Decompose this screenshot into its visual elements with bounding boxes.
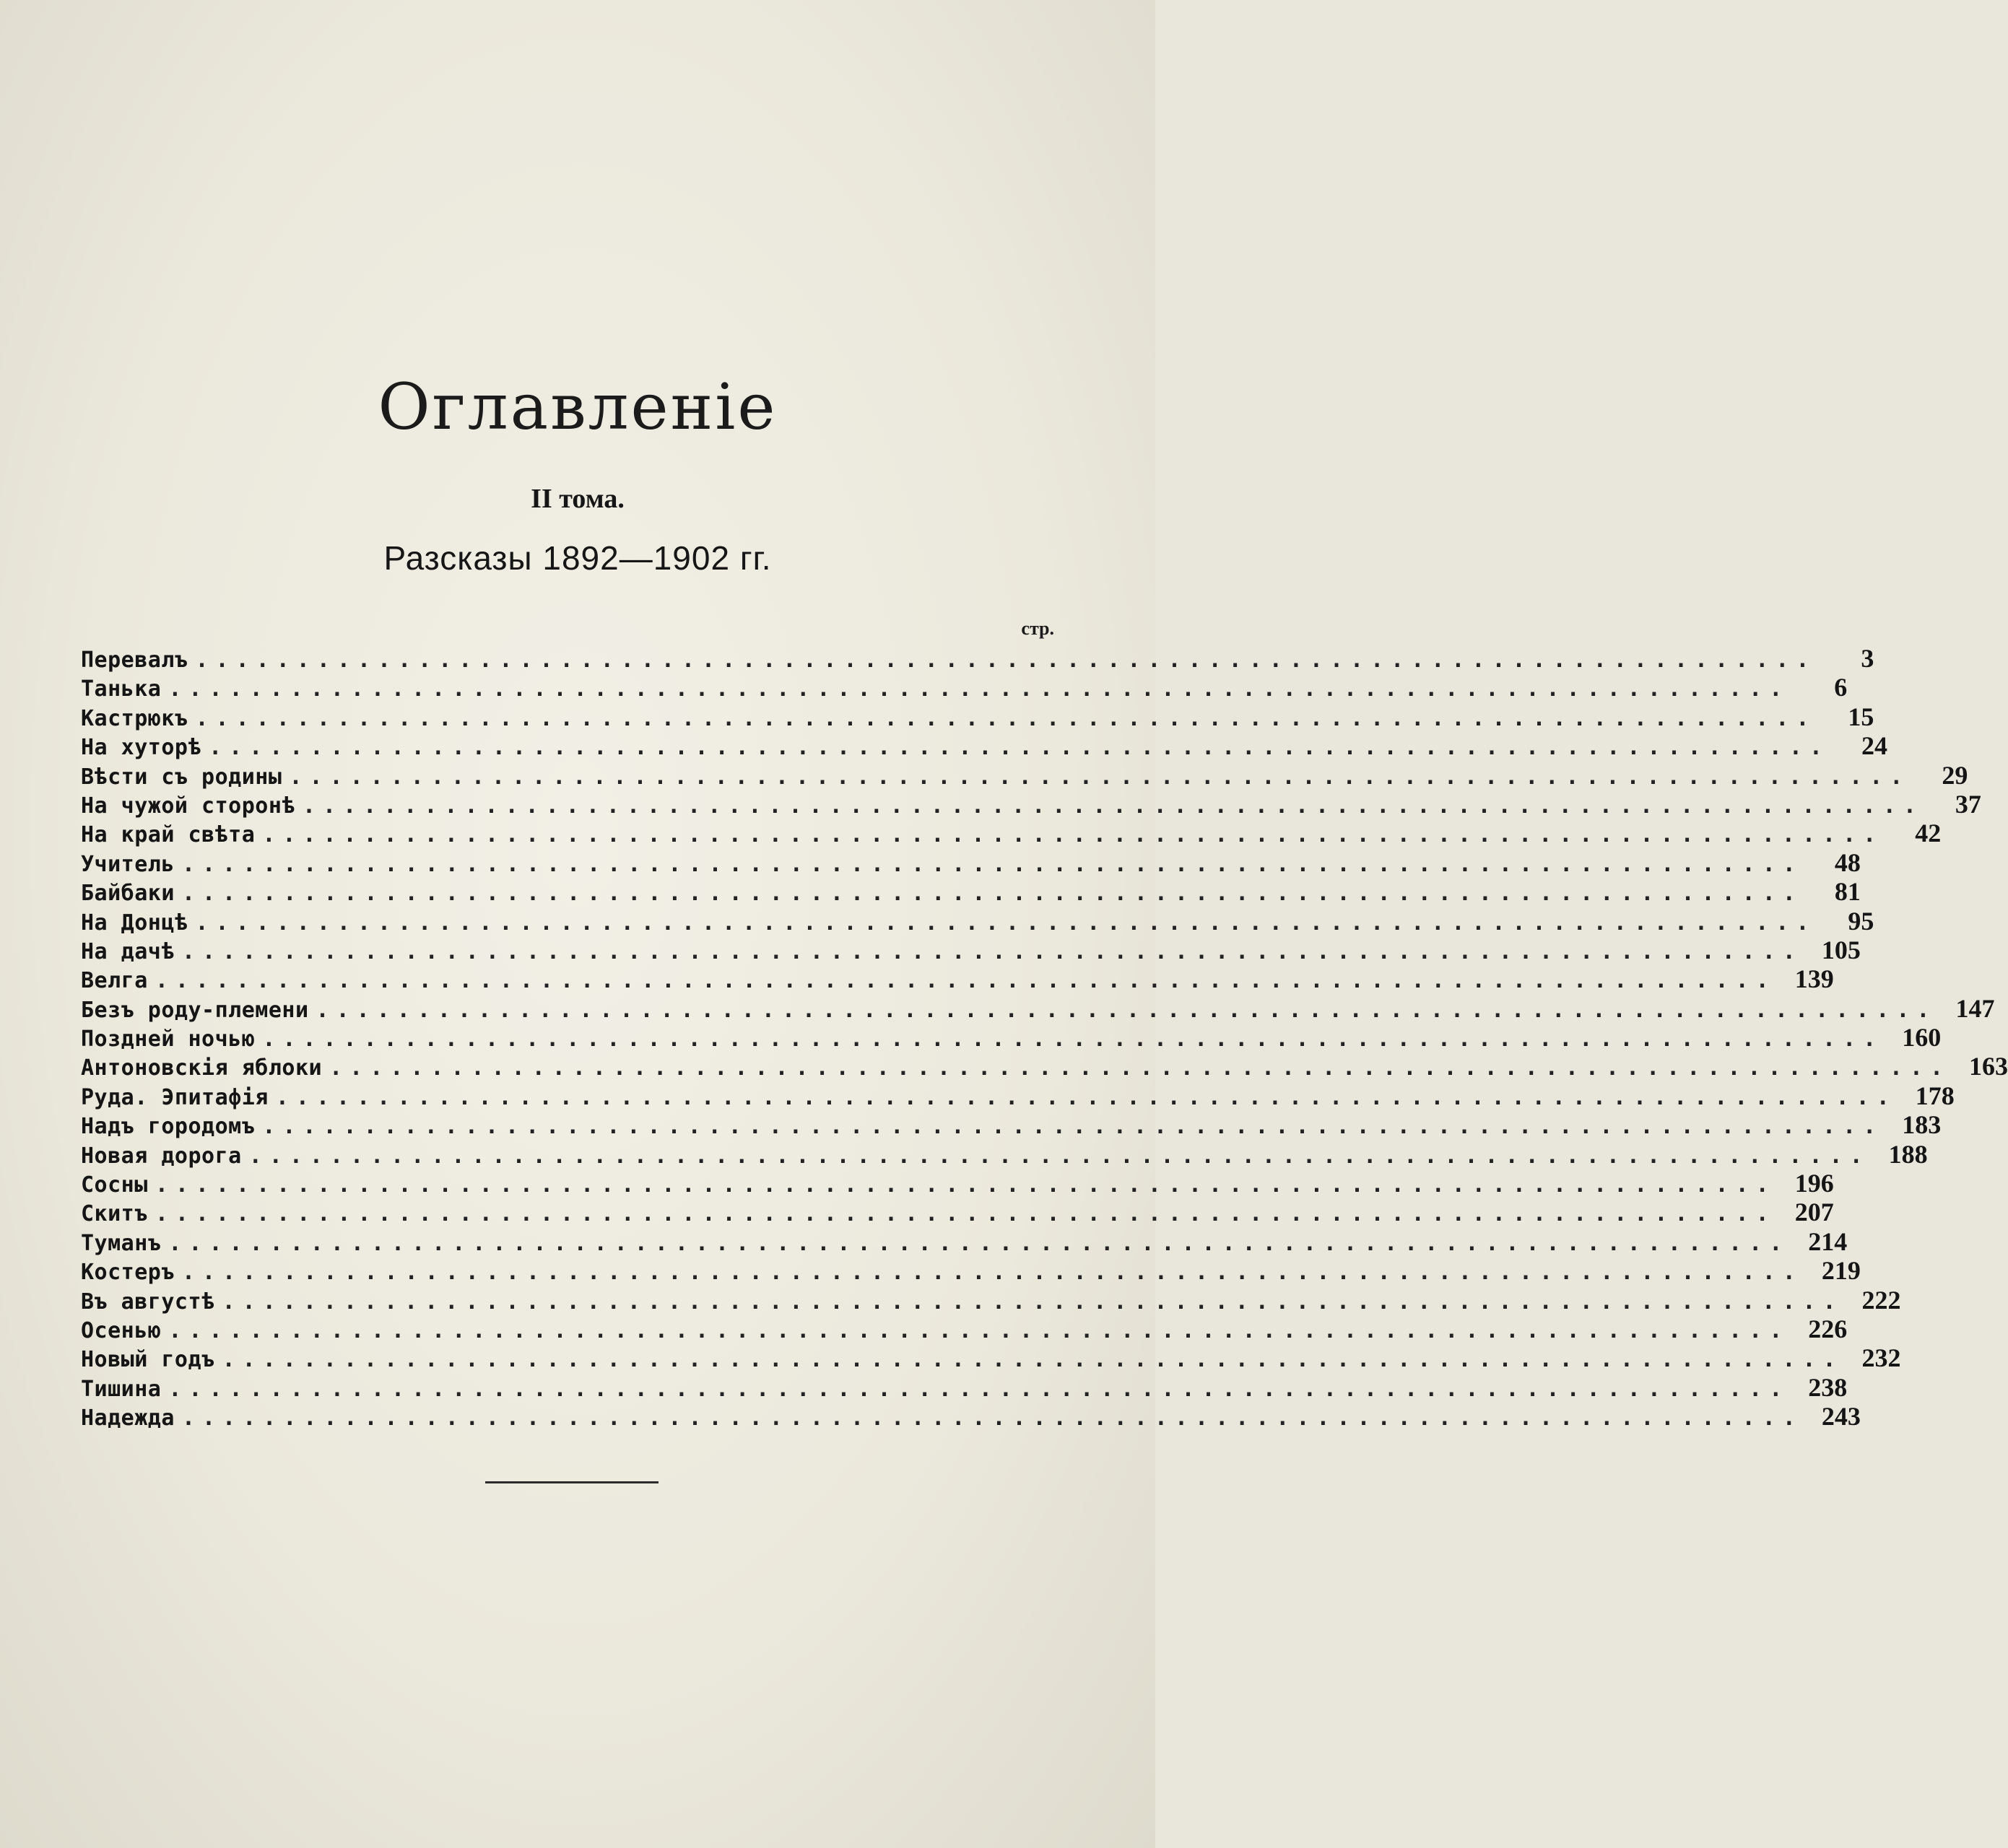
toc-entry-page: 95 xyxy=(1848,906,1874,936)
toc-entry-page: 37 xyxy=(1955,789,1981,819)
toc-entry xyxy=(81,1285,1901,1315)
toc-entry xyxy=(81,964,1834,994)
toc-entry-title: Антоновскія яблоки xyxy=(81,1055,323,1081)
table-of-contents xyxy=(81,643,2008,1431)
toc-entry-title: Туманъ xyxy=(81,1230,162,1256)
toc-entry xyxy=(81,1168,1834,1198)
toc-entry-title: Руда. Эпитафія xyxy=(81,1084,269,1110)
toc-entry-title: Костеръ xyxy=(81,1260,175,1286)
dot-leader: ................................................................................ xyxy=(181,938,1803,964)
toc-entry xyxy=(81,1022,1942,1052)
toc-entry xyxy=(81,1343,1901,1373)
toc-entry-page: 183 xyxy=(1902,1110,1942,1140)
toc-entry xyxy=(81,1139,1928,1169)
toc-entry xyxy=(81,1314,1848,1343)
toc-entry-title: Безъ роду-племени xyxy=(81,997,309,1023)
dot-leader: ................................................................................ xyxy=(195,705,1817,731)
toc-entry xyxy=(81,760,1968,790)
toc-entry xyxy=(81,1197,1834,1227)
dot-leader: ................................................................................ xyxy=(195,910,1817,936)
toc-entry-page: 147 xyxy=(1955,993,1995,1023)
toc-entry-page: 160 xyxy=(1902,1023,1942,1052)
toc-entry-page: 226 xyxy=(1808,1314,1848,1343)
closing-rule xyxy=(485,1481,659,1483)
toc-entry xyxy=(81,818,1942,848)
toc-entry-title: Байбаки xyxy=(81,881,175,907)
dot-leader: ................................................................................ xyxy=(181,881,1803,907)
dot-leader: ................................................................................ xyxy=(155,968,1776,994)
toc-entry-title: На хуторѣ xyxy=(81,735,202,761)
toc-entry-page: 243 xyxy=(1821,1402,1861,1431)
toc-entry-page: 178 xyxy=(1915,1081,1955,1110)
toc-entry-page: 42 xyxy=(1915,819,1942,848)
dot-leader: ................................................................................ xyxy=(222,1289,1843,1315)
dot-leader: ................................................................................ xyxy=(222,1347,1843,1373)
dot-leader: ................................................................................ xyxy=(248,1143,1870,1169)
page-title: Оглавленіе xyxy=(378,370,778,444)
toc-entry-title: Новый годъ xyxy=(81,1347,215,1373)
dot-leader: ................................................................................ xyxy=(289,764,1911,790)
toc-entry xyxy=(81,1401,1861,1431)
toc-entry xyxy=(81,1372,1848,1402)
dot-leader: ................................................................................ xyxy=(329,1055,1951,1081)
toc-entry xyxy=(81,789,1981,819)
toc-entry-title: Велга xyxy=(81,968,148,994)
section-heading: Разсказы 1892—1902 гг. xyxy=(383,539,772,577)
toc-entry xyxy=(81,731,1887,761)
dot-leader: ................................................................................ xyxy=(168,1376,1790,1402)
toc-entry-title: Поздней ночью xyxy=(81,1027,256,1052)
toc-entry-title: Тишина xyxy=(81,1376,162,1402)
toc-entry-page: 163 xyxy=(1969,1052,2008,1081)
toc-entry xyxy=(81,1255,1861,1286)
toc-entry-page: 105 xyxy=(1821,935,1861,964)
toc-entry xyxy=(81,1081,1955,1110)
toc-entry-page: 222 xyxy=(1861,1285,1901,1315)
dot-leader: ................................................................................ xyxy=(168,1317,1790,1343)
dot-leader: ................................................................................ xyxy=(195,648,1817,673)
toc-entry-page: 207 xyxy=(1794,1198,1834,1227)
toc-entry-page: 196 xyxy=(1794,1169,1834,1198)
dot-leader: ................................................................................ xyxy=(262,1027,1884,1052)
toc-entry-title: Надъ городомъ xyxy=(81,1114,256,1140)
dot-leader: ................................................................................ xyxy=(181,851,1803,877)
toc-entry-title: Перевалъ xyxy=(81,648,188,673)
toc-entry xyxy=(81,876,1861,907)
toc-entry-title: Кастрюкъ xyxy=(81,705,188,731)
dot-leader: ................................................................................ xyxy=(181,1260,1803,1286)
toc-entry-title: Надежда xyxy=(81,1405,175,1431)
toc-entry-page: 48 xyxy=(1834,847,1861,877)
toc-entry-title: Въ августѣ xyxy=(81,1289,215,1315)
toc-entry-page: 15 xyxy=(1848,702,1874,731)
toc-entry xyxy=(81,1051,2008,1081)
dot-leader: ................................................................................ xyxy=(181,1405,1803,1431)
toc-entry xyxy=(81,672,1848,702)
toc-entry-page: 238 xyxy=(1808,1372,1848,1402)
volume-subtitle: II тома. xyxy=(531,484,625,514)
toc-entry-title: На дачѣ xyxy=(81,938,175,964)
toc-entry-title: Вѣсти съ родины xyxy=(81,764,282,790)
toc-entry xyxy=(81,847,1861,877)
toc-entry xyxy=(81,702,1874,731)
toc-entry-page: 24 xyxy=(1861,731,1887,761)
toc-entry-page: 6 xyxy=(1834,673,1848,702)
dot-leader: ................................................................................ xyxy=(302,793,1924,819)
dot-leader: ................................................................................ xyxy=(209,735,1830,761)
toc-entry-page: 214 xyxy=(1808,1226,1848,1256)
toc-entry xyxy=(81,643,1874,673)
toc-entry-title: Учитель xyxy=(81,851,175,877)
toc-entry-title: Танька xyxy=(81,676,162,702)
dot-leader: ................................................................................ xyxy=(155,1172,1776,1198)
dot-leader: ................................................................................ xyxy=(275,1084,1897,1110)
toc-entry-title: Новая дорога xyxy=(81,1143,242,1169)
toc-entry xyxy=(81,1110,1942,1140)
toc-entry xyxy=(81,906,1874,936)
toc-entry-title: На край свѣта xyxy=(81,822,256,848)
toc-entry xyxy=(81,1226,1848,1256)
toc-entry-title: Сосны xyxy=(81,1172,148,1198)
toc-entry-title: На Донцѣ xyxy=(81,910,188,936)
toc-entry-page: 219 xyxy=(1821,1256,1861,1286)
toc-entry-page: 81 xyxy=(1834,877,1861,907)
toc-entry xyxy=(81,935,1861,964)
toc-entry-page: 139 xyxy=(1794,964,1834,994)
dot-leader: ................................................................................ xyxy=(168,1230,1790,1256)
toc-entry-page: 29 xyxy=(1942,760,1968,790)
toc-entry-title: Осенью xyxy=(81,1317,162,1343)
dot-leader: ................................................................................ xyxy=(316,997,1937,1023)
page-column-header: стр. xyxy=(1021,618,1054,639)
dot-leader: ................................................................................ xyxy=(155,1201,1776,1227)
toc-entry xyxy=(81,993,1995,1023)
toc-entry-page: 188 xyxy=(1888,1139,1928,1169)
toc-entry-title: Скитъ xyxy=(81,1201,148,1227)
toc-entry-title: На чужой сторонѣ xyxy=(81,793,295,819)
dot-leader: ................................................................................ xyxy=(168,676,1790,702)
toc-entry-page: 232 xyxy=(1861,1343,1901,1373)
dot-leader: ................................................................................ xyxy=(262,822,1884,848)
toc-entry-page: 3 xyxy=(1861,644,1874,673)
dot-leader: ................................................................................ xyxy=(262,1114,1884,1140)
